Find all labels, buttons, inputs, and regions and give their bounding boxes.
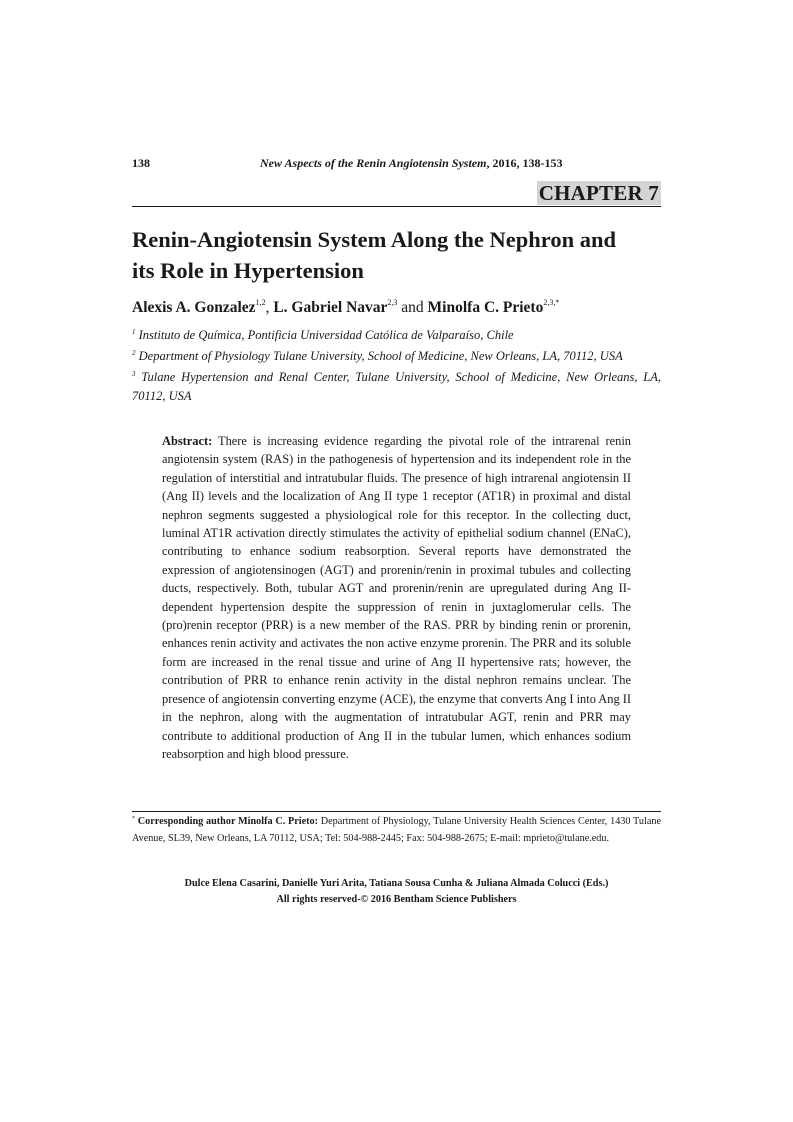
affiliation [132,347,661,366]
chapter-title-line: its Role in Hypertension [132,258,364,283]
author-affiliation-marker: 2,3 [387,298,398,307]
book-reference [260,156,562,170]
abstract-text: There is increasing evidence regarding the pivotal role of the intrarenal renin angiotensin system (RAS) in the pathogenesis of hypertension and its independent role in the regulation of interstitial and intratubular fluids. The presence of high intrarenal angiotensin II (Ang II) levels and the localization of Ang II type 1 receptor (AT1R) in proximal and distal nephron segments suggested a physiological role for this receptor. In the collecting duct, luminal AT1R activation directly stimulates the activity of epithelial sodium channel (ENaC), contributing to enhance sodium reabsorption. Several reports have demonstrated the expression of angiotensinogen (AGT) and prorenin/renin in proximal tubules and collecting ducts, respectively. Both, tubular AGT and prorenin/renin are upregulated during Ang II-dependent hypertension despite the suppression of renin in juxtaglomerular cells. The (pro)renin receptor (PRR) is a new member of the RAS. PRR by binding renin or prorenin, enhances renin activity and activates the non active enzyme prorenin. The PRR and its soluble form are increased in the renal tissue and urine of Ang II hypertensive rats; however, the contribution of PRR to enhance renin activity in the distal nephron remains unclear. The presence of angiotensin converting enzyme (ACE), the enzyme that converts Ang I into Ang II in the nephron, along with the augmentation of intratubular AGT, renin and PRR may contribute to additional production of Ang II in the tubular lumen, which enhances sodium reabsorption and high blood pressure. [162,434,631,761]
author-separator: , [265,299,274,316]
affiliation-text: Instituto de Química, Pontificia Universidad Católica de Valparaíso, Chile [138,328,514,342]
author-affiliation-marker: 2,3,* [543,298,560,307]
affiliation [132,368,661,406]
author-name: Alexis A. Gonzalez [132,299,256,316]
author-name: L. Gabriel Navar [273,299,388,316]
affiliation-number: 1 [132,328,136,336]
footnote-marker: * [132,816,135,822]
footnote-text: Department of Physiology, Tulane University Health Sciences Center, 1430 Tulane Avenue, SL39, New Orleans, LA 70112, USA; Tel: 504-988-2445; Fax: 504-988-2675; E-mail: mprieto@tulane.edu. [132,816,661,844]
corresponding-author-footnote [132,814,661,847]
page-number: 138 [132,156,150,170]
chapter-label: CHAPTER 7 [538,181,659,205]
editors-line: Dulce Elena Casarini, Danielle Yuri Arita, Tatiana Sousa Cunha & Juliana Almada Colucci (Eds.) [184,878,609,889]
chapter-divider [132,206,661,207]
abstract-label: Abstract: [162,434,213,448]
footnote-divider [132,811,661,812]
affiliation-number: 3 [132,370,136,378]
affiliation-number: 2 [132,349,136,357]
book-year-pages: , 2016, 138-153 [486,156,563,170]
affiliation-text: Department of Physiology Tulane University, School of Medicine, New Orleans, LA, 70112, USA [138,349,623,363]
book-title: New Aspects of the Renin Angiotensin System [260,156,487,170]
rights-line: All rights reserved-© 2016 Bentham Science Publishers [276,893,517,905]
affiliation-text: Tulane Hypertension and Renal Center, Tulane University, School of Medicine, New Orleans, LA, 70112, USA [132,370,662,403]
footnote-label: Corresponding author Minolfa C. Prieto: [137,816,318,827]
publisher-info [132,876,661,907]
abstract [162,432,631,763]
chapter-title [132,224,683,286]
author-list [132,298,661,318]
author-name: Minolfa C. Prieto [427,299,544,316]
author-affiliation-marker: 1,2 [255,298,266,307]
author-separator: and [397,299,428,316]
affiliation [132,326,661,345]
chapter-title-line: Renin-Angiotensin System Along the Nephron and [132,227,617,252]
